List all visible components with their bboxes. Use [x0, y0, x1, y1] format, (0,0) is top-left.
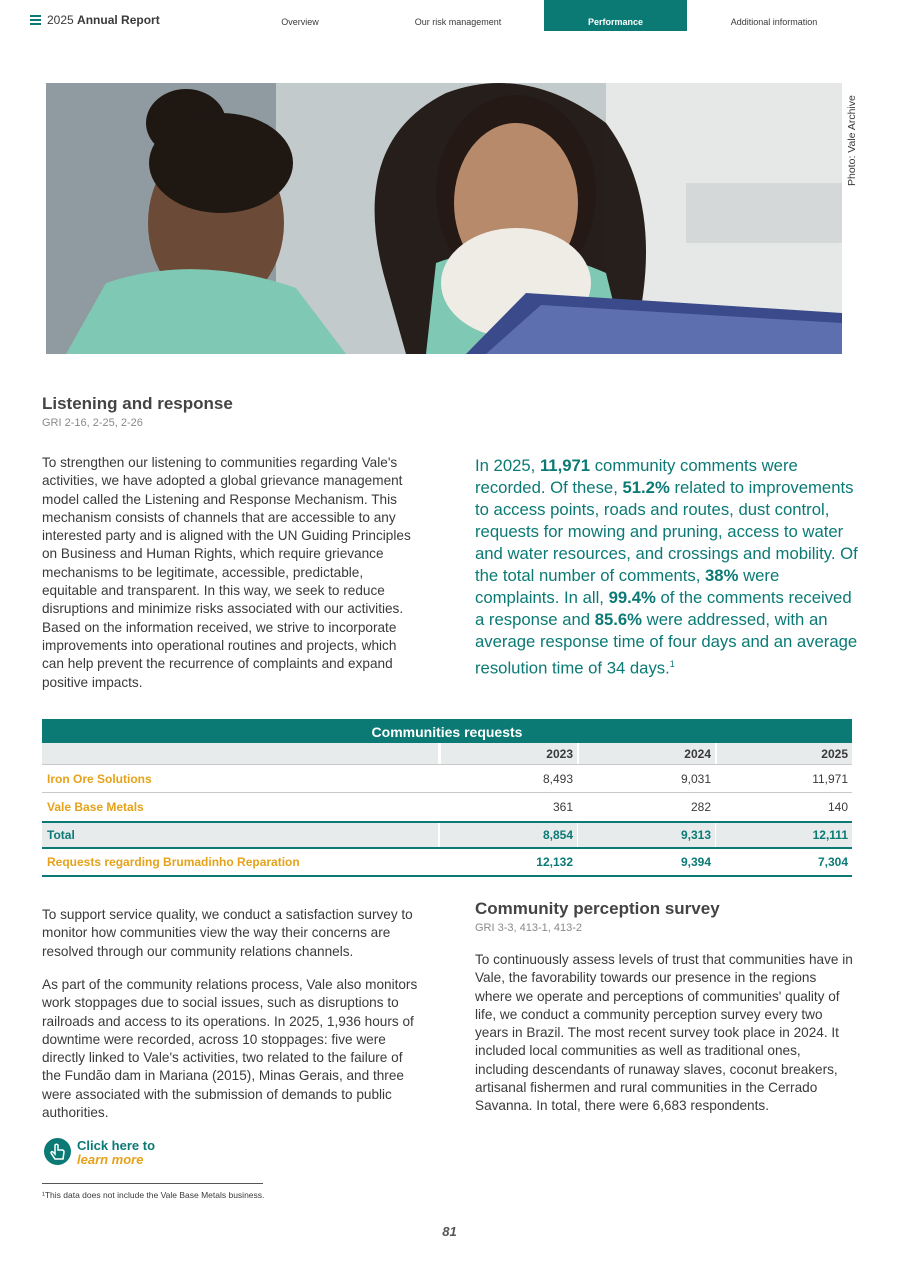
table-cell: 140: [715, 793, 852, 821]
report-brand[interactable]: [47, 13, 160, 27]
service-paragraph-2: As part of the community relations process, Vale also monitors work stoppages due to social issues, such as disruptions to railroads and access to its operations. In 2025, 1,936 hours of downtime were recorded, across 10 stoppages: five were directly linked to Vale's activities, two related to the failure of the Fundão dam in Mariana (2015), Minas Gerais, and three were associated with the submission of demands to public authorities.: [42, 977, 418, 1121]
highlight-text-1: In 2025,: [475, 456, 540, 475]
perception-title: Community perception survey: [475, 899, 720, 918]
table-cell: 12,132: [439, 849, 577, 875]
table-total-row: [42, 821, 852, 849]
row-label: Total: [42, 823, 439, 847]
table-cell: 9,031: [577, 765, 715, 792]
footnote-marker[interactable]: 1: [669, 659, 675, 669]
table-title: Communities requests: [42, 719, 852, 743]
highlight-text-5: of the comments received a response and: [475, 588, 852, 629]
brand-title: Annual Report: [77, 13, 160, 27]
highlight-text-2: community comments were recorded. Of these,: [475, 456, 798, 497]
learn-more-line2: learn more: [77, 1152, 144, 1167]
highlight-text-3: related to improvements to access points, roads and routes, dust control, requests for mowing and pruning, access to water and water resources, and crossings and mobility. Of the total number of comments,: [475, 478, 858, 585]
table-header-blank: [42, 743, 439, 764]
table-cell: 12,111: [715, 823, 852, 847]
listening-body: To strengthen our listening to communities regarding Vale's activities, we have adopted a global grievance management model called the Listening and Response Mechanism. This mechanism consists of channels that are accessible to any interested party and is aligned with the UN Guiding Principles on Business and Human Rights, which require grievance mechanisms to be legitimate, accessible, predictable, equitable and transparent. In this way, we seek to reduce disruptions and minimize risks associated with our activities. Based on the information received, we strive to incorporate improvements into operational routines and projects, which can help prevent the recurrence of complaints and expand positive impacts.: [42, 455, 411, 690]
footnote: ¹This data does not include the Vale Base Metals business.: [42, 1190, 265, 1200]
highlight-figure-complaints: 38%: [705, 566, 739, 585]
table-cell: 361: [439, 793, 577, 821]
hand-pointer-icon: [44, 1138, 71, 1165]
row-label: Iron Ore Solutions: [42, 765, 439, 792]
table-cell: 8,493: [439, 765, 577, 792]
table-header-row: [42, 743, 852, 765]
table-cell: 9,313: [577, 823, 715, 847]
highlight-figure-response: 99.4%: [608, 588, 656, 607]
service-paragraph-1: To support service quality, we conduct a satisfaction survey to monitor how communities view the way their concerns are resolved through our community relations channels.: [42, 907, 413, 959]
listening-title: Listening and response: [42, 394, 233, 413]
tab-risk-management[interactable]: Our risk management: [414, 17, 502, 27]
highlight-figure-addressed: 85.6%: [594, 610, 643, 629]
perception-gri: GRI 3-3, 413-1, 413-2: [475, 922, 583, 934]
footnote-divider: [42, 1183, 263, 1184]
table-row: [42, 849, 852, 877]
row-label: Requests regarding Brumadinho Reparation: [42, 849, 439, 875]
row-label: Vale Base Metals: [42, 793, 439, 821]
learn-more-link[interactable]: [44, 1137, 160, 1167]
menu-icon[interactable]: [30, 15, 41, 24]
perception-body: To continuously assess levels of trust that communities have in Vale, the favorability towards our presence in the regions where we operate and perceptions of communities' quality of life, we conduct a community perception survey every two years in Brazil. The most recent survey took place in 2024. It included local communities as well as traditional ones, including descendants of runaway slaves, coconut breakers, artisanal fishermen and rural communities in the Cerrado Savanna. In total, there were 6,683 respondents.: [475, 952, 853, 1114]
table-cell: 282: [577, 793, 715, 821]
highlight-paragraph: [475, 455, 858, 680]
table-row: [42, 765, 852, 793]
table-cell: 9,394: [577, 849, 715, 875]
table-cell: 8,854: [439, 823, 577, 847]
learn-more-line1: Click here to: [77, 1138, 156, 1153]
hero-photo: [46, 83, 842, 354]
table-header-cell: 2025: [715, 743, 852, 764]
highlight-text-4: were complaints. In all,: [475, 566, 780, 607]
highlight-figure-comments: 11,971: [539, 456, 591, 475]
photo-credit: Photo: Vale Archive: [846, 95, 858, 186]
listening-gri: GRI 2-16, 2-25, 2-26: [42, 417, 143, 429]
top-navigation: [0, 0, 899, 31]
table-cell: 11,971: [715, 765, 852, 792]
communities-requests-table: [42, 719, 852, 877]
photo-illustration: [46, 83, 842, 354]
highlight-figure-improvements: 51.2%: [622, 478, 670, 497]
tab-overview[interactable]: Overview: [281, 17, 319, 27]
page-number: 81: [442, 1224, 457, 1239]
tab-performance[interactable]: Performance: [544, 0, 687, 31]
table-row: [42, 793, 852, 821]
table-cell: 7,304: [715, 849, 852, 875]
highlight-text-6: were addressed, with an average response time of four days and an average resolution time of 34 days.: [475, 610, 858, 678]
table-header-cell: 2024: [577, 743, 715, 764]
tab-additional-information[interactable]: Additional information: [730, 17, 818, 27]
brand-year: 2025: [47, 13, 74, 27]
table-header-cell: 2023: [439, 743, 577, 764]
